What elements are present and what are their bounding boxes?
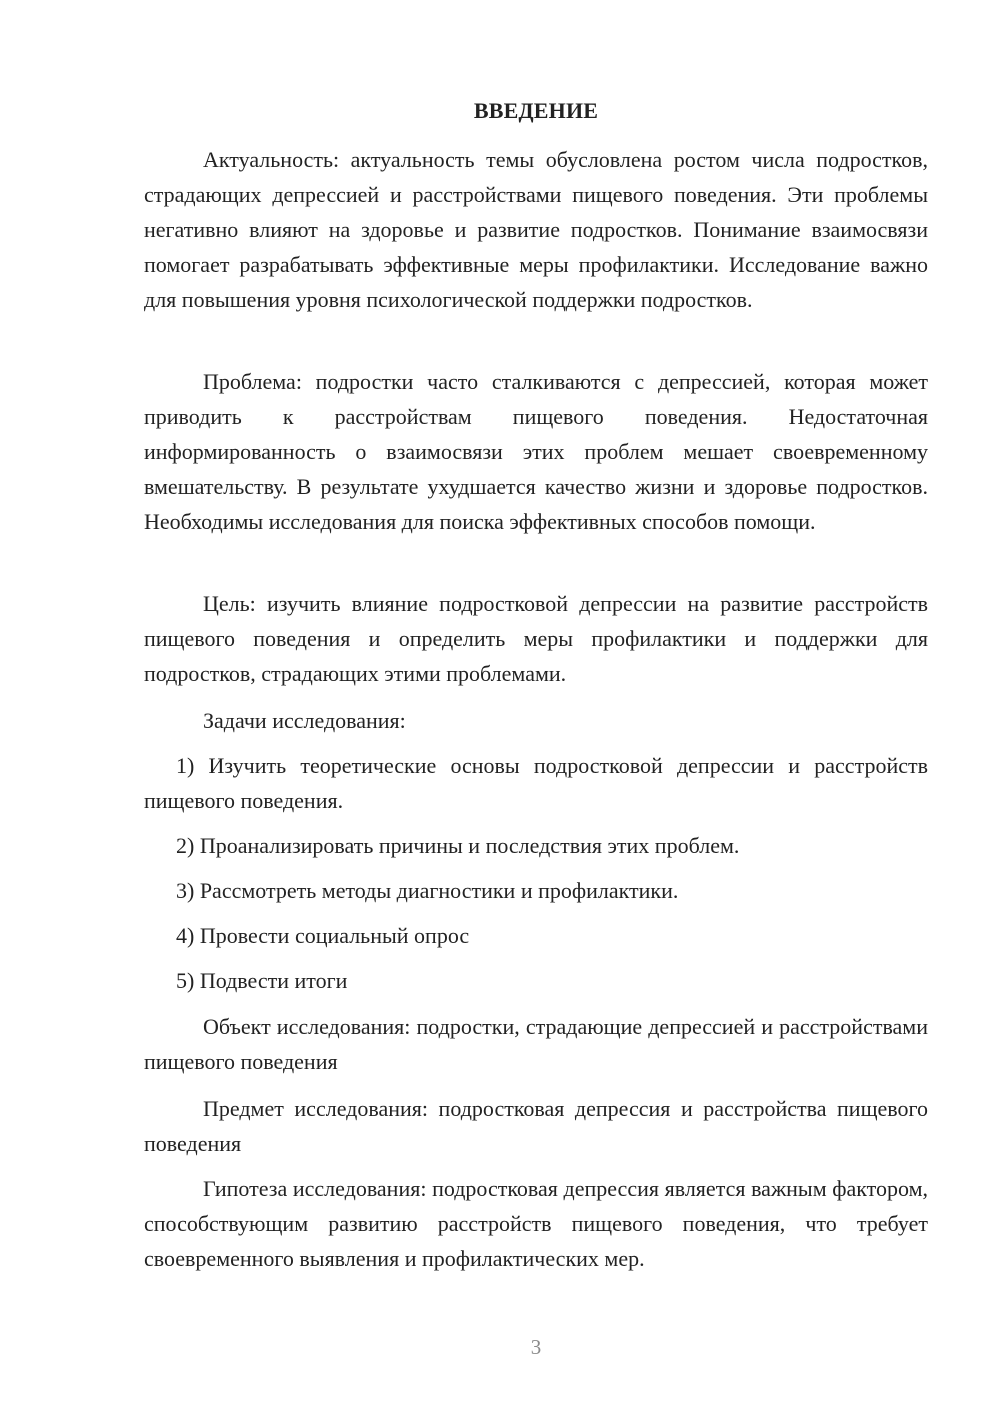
task-item-5: 5) Подвести итоги xyxy=(176,968,348,993)
paragraph-tasks-heading: Задачи исследования: xyxy=(203,708,406,733)
page-number: 3 xyxy=(530,1335,542,1359)
section-title: ВВЕДЕНИЕ xyxy=(473,98,599,123)
paragraph-object: Объект исследования: подростки, страдающие депрессией и расстройствами пищевого поведения xyxy=(144,1014,928,1074)
task-item-2: 2) Проанализировать причины и последствия этих проблем. xyxy=(176,833,740,858)
paragraph-relevance: Актуальность: актуальность темы обусловлена ростом числа подростков, страдающих депрессией и расстройствами пищевого поведения. Эти проблемы негативно влияют на здоровье и развитие подростков. Понимание взаимосвязи помогает разрабатывать эффективные меры профилактики. Исследование важно для повышения уровня психологической поддержки подростков. xyxy=(144,147,928,312)
task-item-3: 3) Рассмотреть методы диагностики и профилактики. xyxy=(176,878,679,903)
paragraph-problem: Проблема: подростки часто сталкиваются с депрессией, которая может приводить к расстройствам пищевого поведения. Недостаточная информированность о взаимосвязи этих проблем мешает своевременному вмешательству. В результате ухудшается качество жизни и здоровье подростков. Необходимы исследования для поиска эффективных способов помощи. xyxy=(144,369,928,534)
task-item-1: 1) Изучить теоретические основы подростковой депрессии и расстройств пищевого поведения. xyxy=(144,753,928,813)
paragraph-goal: Цель: изучить влияние подростковой депрессии на развитие расстройств пищевого поведения и определить меры профилактики и поддержки для подростков, страдающих этими проблемами. xyxy=(144,591,928,686)
task-item-4: 4) Провести социальный опрос xyxy=(176,923,470,948)
paragraph-subject: Предмет исследования: подростковая депрессия и расстройства пищевого поведения xyxy=(144,1096,928,1156)
paragraph-hypothesis: Гипотеза исследования: подростковая депрессия является важным фактором, способствующим развитию расстройств пищевого поведения, что требует своевременного выявления и профилактических мер. xyxy=(144,1176,928,1271)
